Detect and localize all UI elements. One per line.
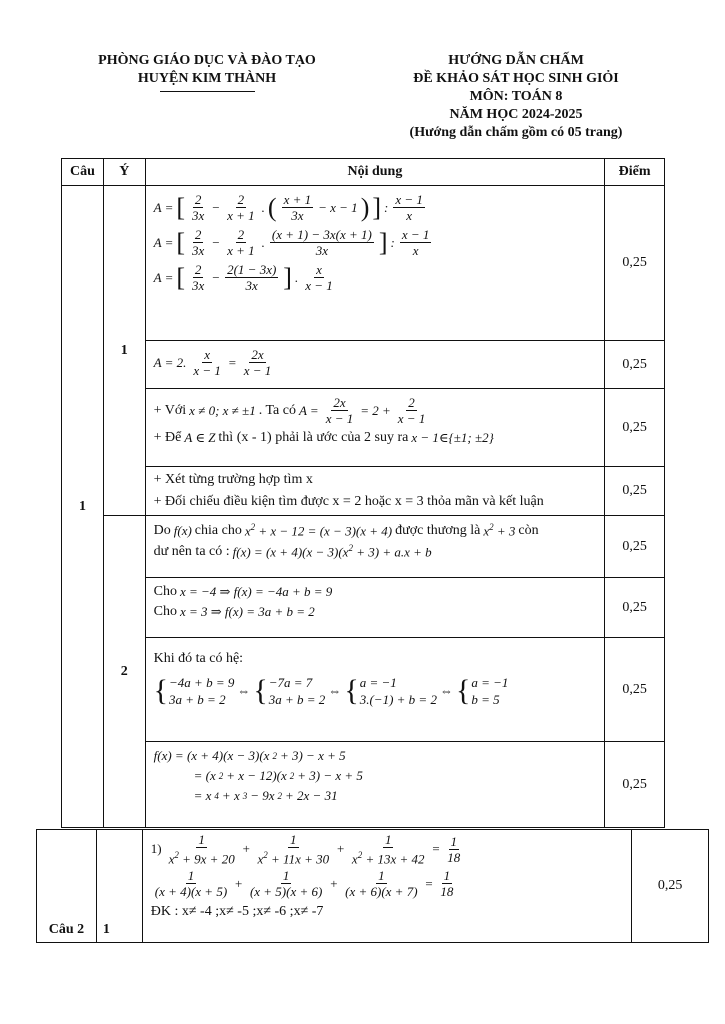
score-cell: 0,25 [605, 467, 665, 516]
subject: MÔN: TOÁN 8 [469, 89, 563, 104]
table-row [62, 186, 665, 341]
score-cell: 0,25 [605, 186, 665, 341]
conclusion-line: + Đối chiếu điều kiện tìm được x = 2 hoặc x = 3 thỏa mãn và kết luận [153, 494, 544, 509]
text-con: còn [518, 522, 539, 538]
exam-name: ĐỀ KHẢO SÁT HỌC SINH GIỎI [413, 71, 619, 86]
cau2-label: Câu 2 [37, 830, 97, 943]
text-voi: + Với [153, 402, 187, 418]
text-cho: Cho [153, 584, 177, 599]
col-header-diem: Điểm [605, 159, 665, 186]
text-divisor: thì (x - 1) phải là ước của 2 suy ra [218, 430, 409, 445]
content-cell [145, 389, 605, 467]
header-underline [160, 91, 255, 92]
score-cell: 0,25 [605, 638, 665, 742]
math-line: f(x) = (x + 4)(x − 3)(x 2 + 3) − x + 5 [153, 748, 346, 763]
math-line: = (x 2 + x − 12)(x 2 + 3) − x + 5 [193, 768, 363, 783]
math-line: A = 2. $\frac{x}{x - 1}$ = $\frac{2x}{x - 1}$ [153, 347, 272, 378]
page-count-note: (Hướng dẫn chấm gồm có 05 trang) [409, 125, 623, 140]
system-intro: Khi đó ta có hệ: [153, 651, 244, 666]
score-cell: 0,25 [605, 742, 665, 828]
text-taco: . Ta có [258, 402, 296, 418]
cau-number: 1 [62, 186, 104, 828]
content-cell [145, 467, 605, 516]
condition-line: + Với x ≠ 0; x ≠ ±1 . Ta có A = $\frac{2x}{x - 1}$ = 2 + $\frac{2}{x - 1}$ [153, 395, 426, 426]
school-year: NĂM HỌC 2024-2025 [449, 107, 583, 122]
math-line: A = [ $\frac{2}{3x}$ − $\frac{2}{x + 1}$ . ( $\frac{x + 1}{3x}$ − x − 1 ) ] : $\frac{x - 1}{x}$ [153, 192, 423, 223]
substitution-line: Cho x = 3 ⇒ f(x) = 3a + b = 2 [153, 604, 315, 619]
y-number: 2 [103, 516, 145, 828]
text-du: dư nên ta có : [153, 543, 230, 559]
text-chia-cho: chia cho [194, 522, 242, 538]
table-header-row [62, 159, 665, 186]
y-number: 1 [96, 830, 142, 943]
domain-condition: ĐK : x≠ -4 ;x≠ -5 ;x≠ -6 ;x≠ -7 [150, 904, 324, 920]
equation-line: $\frac{1}{(x + 4)(x + 5)}$ + $\frac{1}{(x + 5)(x + 6)}$ + $\frac{1}{(x + 6)(x + 7)}$ = $\frac{1}{18}$ [154, 868, 454, 900]
content-cell [145, 186, 605, 341]
math-line: A = [ $\frac{2}{3x}$ − $\frac{2(1 - 3x)}{3x}$ ] . $\frac{x}{x - 1}$ [153, 262, 333, 293]
content-cell [145, 742, 605, 828]
math-line: = x 4 + x 3 − 9x 2 + 2x − 31 [193, 788, 338, 803]
table-row [62, 341, 665, 389]
score-cell: 0,25 [605, 389, 665, 467]
content-cell [145, 341, 605, 389]
table-row [62, 467, 665, 516]
col-header-y: Ý [103, 159, 145, 186]
content-cell [145, 516, 605, 578]
grading-table [61, 158, 665, 828]
math-line: A = [ $\frac{2}{3x}$ − $\frac{2}{x + 1}$ . $\frac{(x + 1) - 3x(x + 1)}{3x}$ ] : $\frac{x - 1}{x}$ [153, 227, 430, 258]
table-row [62, 389, 665, 467]
content-cell [145, 638, 605, 742]
case-line: + Xét từng trường hợp tìm x [153, 472, 313, 487]
department-name: PHÒNG GIÁO DỤC VÀ ĐÀO TẠO [98, 53, 316, 68]
substitution-line: Cho x = −4 ⇒ f(x) = −4a + b = 9 [153, 584, 333, 599]
table-row [62, 742, 665, 828]
table-row [62, 638, 665, 742]
score-cell: 0,25 [605, 341, 665, 389]
doc-title: HƯỚNG DẪN CHẤM [448, 53, 584, 68]
header-right [366, 52, 666, 142]
table-row [37, 830, 709, 943]
division-line: Do f(x) chia cho $x^2 + x - 12 = (x - 3)(x + 4)$ được thương là $x^2 + 3$ còn [153, 522, 539, 539]
col-header-noidung: Nội dung [145, 159, 605, 186]
score-cell: 0,25 [632, 830, 709, 943]
text-de: + Để [153, 430, 182, 445]
text-do: Do [153, 522, 171, 538]
text-cho: Cho [153, 604, 177, 619]
grading-table-cau2 [36, 829, 709, 943]
score-cell: 0,25 [605, 578, 665, 638]
district-name: HUYỆN KIM THÀNH [137, 71, 277, 86]
col-header-cau: Câu [62, 159, 104, 186]
table-row [62, 578, 665, 638]
y-number: 1 [103, 186, 145, 516]
remainder-line: dư nên ta có : $f(x) = (x + 4)(x - 3)(x^2 + 3) + a.x + b$ [153, 543, 432, 560]
divisor-line: + Để A ∈ Z thì (x - 1) phải là ước của 2 suy ra x − 1∈{±1; ±2} [153, 430, 494, 445]
score-cell: 0,25 [605, 516, 665, 578]
system-line: { −4a + b = 9 3a + b = 2 ⇔ { −7a = 7 3a + b = 2 ⇔ { a = −1 3.(−1) + b = 2 ⇔ { a = −1 b = 5 [153, 674, 509, 707]
equation-line: 1) $\frac{1}{x^2 + 9x + 20}$ + $\frac{1}{x^2 + 11x + 30}$ + $\frac{1}{x^2 + 13x + 42}$ = $\frac{1}{18}$ [150, 832, 461, 867]
text-thuong: được thương là [395, 522, 481, 538]
table-row [62, 516, 665, 578]
content-cell [145, 578, 605, 638]
header-left [62, 52, 352, 92]
content-cell [142, 830, 631, 943]
